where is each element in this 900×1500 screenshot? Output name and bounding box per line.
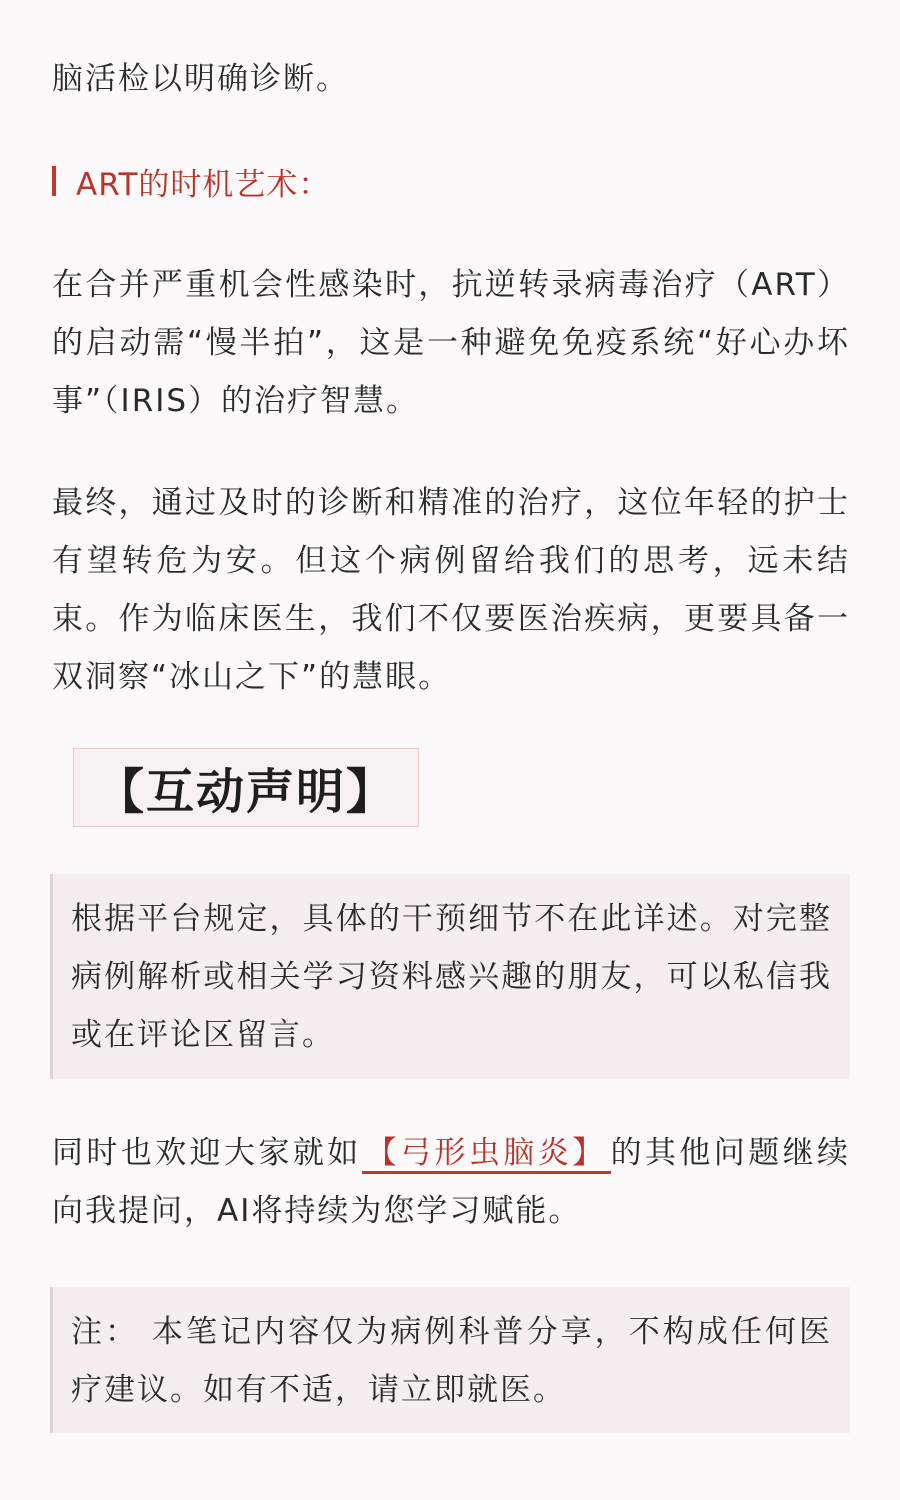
invitation-text-after: 的其他问题继续向我提问，AI将持续为您学习赋能。 [52, 1135, 851, 1229]
paragraph-conclusion: 最终，通过及时的诊断和精准的治疗，这位年轻的护士有望转危为安。但这个病例留给我们的思考，远未结束。作为临床医生，我们不仅要医治疾病，更要具备一双洞察“冰山之下”的慧眼。 [52, 485, 850, 695]
paragraph-intro: 脑活检以明确诊断。 [52, 61, 349, 97]
disclaimer-quote-block [50, 1287, 850, 1433]
subheading-text: ART的时机艺术： [76, 166, 331, 203]
notice-title: 【互动声明】 [95, 764, 396, 820]
interactive-notice-title-box [73, 748, 419, 827]
subheading-accent-bar [52, 166, 56, 196]
notice-quote-block [50, 874, 850, 1079]
section-subheading [52, 158, 330, 204]
paragraph-invitation [52, 1124, 850, 1240]
invitation-text-before: 同时也欢迎大家就如 [52, 1135, 362, 1171]
paragraph-art-timing: 在合并严重机会性感染时，抗逆转录病毒治疗（ART）的启动需“慢半拍”，这是一种避免免疫系统“好心办坏事”（IRIS）的治疗智慧。 [52, 267, 850, 419]
disclaimer-text: 注： 本笔记内容仅为病例科普分享，不构成任何医疗建议。如有不适，请立即就医。 [71, 1314, 832, 1408]
notice-quote-text: 根据平台规定，具体的干预细节不在此详述。对完整病例解析或相关学习资料感兴趣的朋友，可以私信我或在评论区留言。 [71, 901, 832, 1053]
toxoplasma-topic-link[interactable]: 【弓形虫脑炎】 [362, 1135, 611, 1174]
